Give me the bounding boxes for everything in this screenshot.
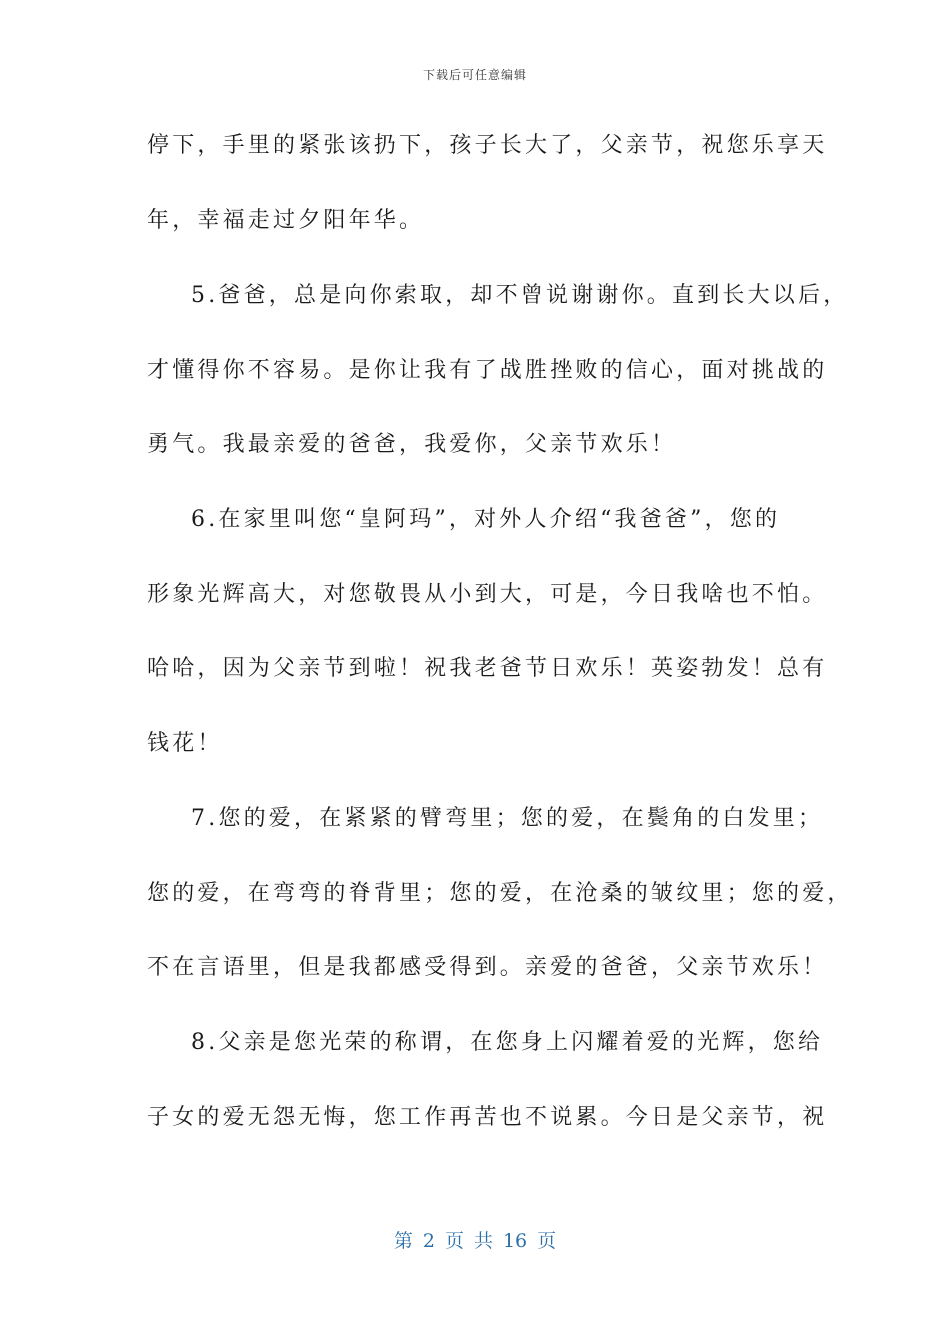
text-line: 停下，手里的紧张该扔下，孩子长大了，父亲节，祝您乐享天 — [147, 133, 828, 158]
text-line: 形象光辉高大，对您敬畏从小到大，可是，今日我啥也不怕。 — [147, 582, 828, 607]
text-line: 8.父亲是您光荣的称谓，在您身上闪耀着爱的光辉，您给 — [191, 1030, 824, 1055]
text-line: 钱花！ — [147, 731, 223, 756]
text-line: 才懂得你不容易。是你让我有了战胜挫败的信心，面对挑战的 — [147, 358, 828, 383]
footer-total-word: 共 — [473, 1230, 493, 1252]
text-line: 子女的爱无怨无悔，您工作再苦也不说累。今日是父亲节，祝 — [147, 1105, 828, 1130]
footer-total-pages: 16 — [502, 1230, 528, 1252]
text-line: 勇气。我最亲爱的爸爸，我爱你，父亲节欢乐！ — [147, 432, 677, 457]
text-line: 年，幸福走过夕阳年华。 — [147, 208, 425, 233]
footer-suffix: 页 — [537, 1230, 557, 1252]
text-line: 您的爱，在弯弯的脊背里；您的爱，在沧桑的皱纹里；您的爱， — [147, 881, 853, 906]
footer-page-word: 页 — [444, 1230, 464, 1252]
text-line: 哈哈，因为父亲节到啦！祝我老爸节日欢乐！英姿勃发！总有 — [147, 656, 828, 681]
footer-prefix: 第 — [393, 1230, 413, 1252]
page-header: 下载后可任意编辑 — [422, 68, 527, 82]
footer-page-number: 2 — [422, 1230, 435, 1252]
text-line: 不在言语里，但是我都感受得到。亲爱的爸爸，父亲节欢乐！ — [147, 955, 828, 980]
page-footer — [0, 1226, 950, 1253]
text-line: 7.您的爱，在紧紧的臂弯里；您的爱，在鬓角的白发里； — [191, 806, 824, 831]
text-line: 6.在家里叫您“皇阿玛”，对外人介绍“我爸爸”，您的 — [191, 507, 781, 532]
text-line: 5.爸爸，总是向你索取，却不曾说谢谢你。直到长大以后， — [191, 283, 849, 308]
